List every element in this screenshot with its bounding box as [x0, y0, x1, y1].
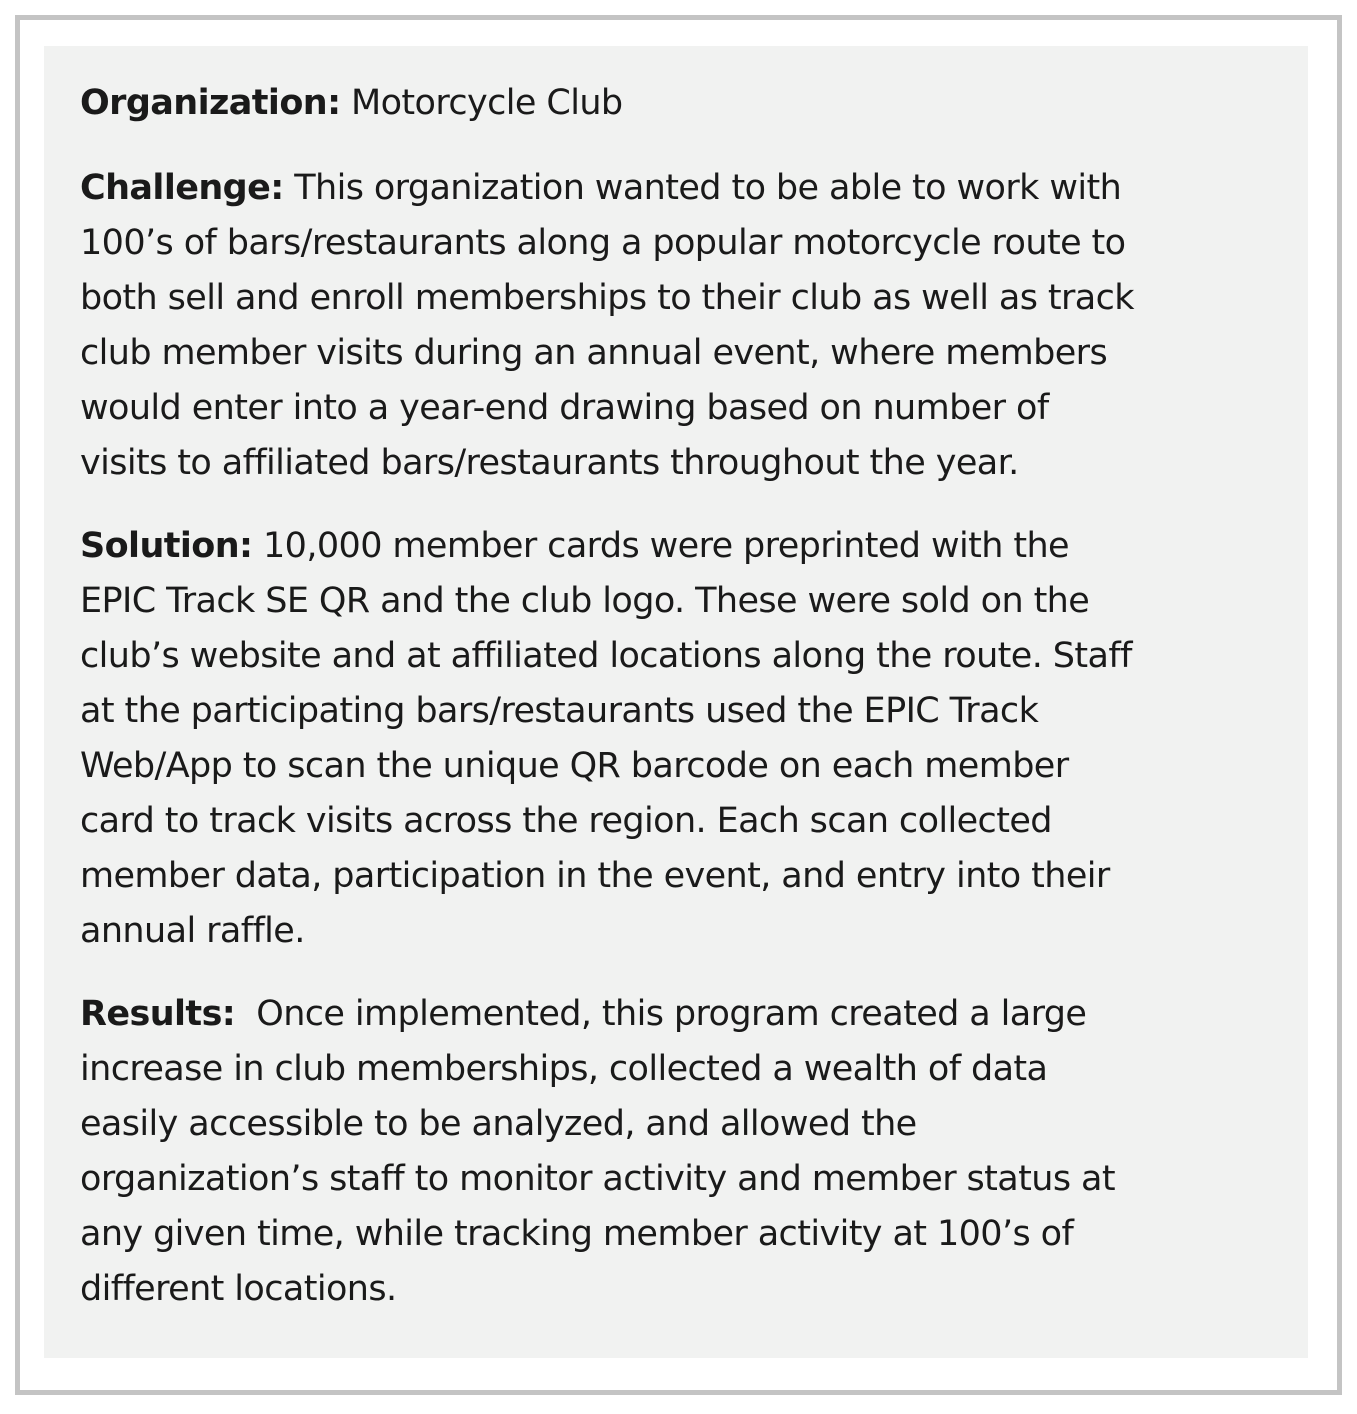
challenge-line: 100’s of bars/restaurants along a popular motorcycle route to: [80, 223, 1126, 263]
solution-line: EPIC Track SE QR and the club logo. These were sold on the: [80, 581, 1090, 621]
solution-section: [80, 519, 1280, 959]
solution-line: club’s website and at affiliated locations along the route. Staff: [80, 636, 1132, 676]
results-line: increase in club memberships, collected a wealth of data: [80, 1049, 1048, 1089]
organization-label: Organization:: [80, 83, 341, 123]
challenge-line: [80, 161, 1280, 216]
challenge-section: [80, 161, 1280, 491]
challenge-text: This organization wanted to be able to work with: [294, 168, 1122, 208]
results-label: Results:: [80, 994, 236, 1034]
results-section: [80, 987, 1280, 1317]
solution-line: member data, participation in the event, and entry into their: [80, 856, 1110, 896]
solution-label: Solution:: [80, 526, 253, 566]
challenge-line: both sell and enroll memberships to their club as well as track: [80, 278, 1134, 318]
results-line: organization’s staff to monitor activity and member status at: [80, 1159, 1115, 1199]
results-text: Once implemented, this program created a large: [245, 994, 1087, 1034]
results-line: different locations.: [80, 1269, 397, 1309]
challenge-line: would enter into a year-end drawing based on number of: [80, 388, 1049, 428]
solution-line: card to track visits across the region. Each scan collected: [80, 801, 1052, 841]
case-study-content: [80, 76, 1280, 1345]
results-line: [80, 987, 1280, 1042]
organization-section: [80, 76, 1280, 131]
solution-line: at the participating bars/restaurants used the EPIC Track: [80, 691, 1039, 731]
solution-line: [80, 519, 1280, 574]
results-line: any given time, while tracking member activity at 100’s of: [80, 1214, 1074, 1254]
results-line: easily accessible to be analyzed, and allowed the: [80, 1104, 917, 1144]
challenge-line: club member visits during an annual event, where members: [80, 333, 1108, 373]
solution-line: Web/App to scan the unique QR barcode on each member: [80, 746, 1069, 786]
organization-value: Motorcycle Club: [351, 83, 623, 123]
organization-line: [80, 76, 1280, 131]
challenge-line: visits to affiliated bars/restaurants throughout the year.: [80, 443, 1019, 483]
challenge-label: Challenge:: [80, 168, 284, 208]
solution-text: 10,000 member cards were preprinted with the: [263, 526, 1069, 566]
solution-line: annual raffle.: [80, 911, 305, 951]
